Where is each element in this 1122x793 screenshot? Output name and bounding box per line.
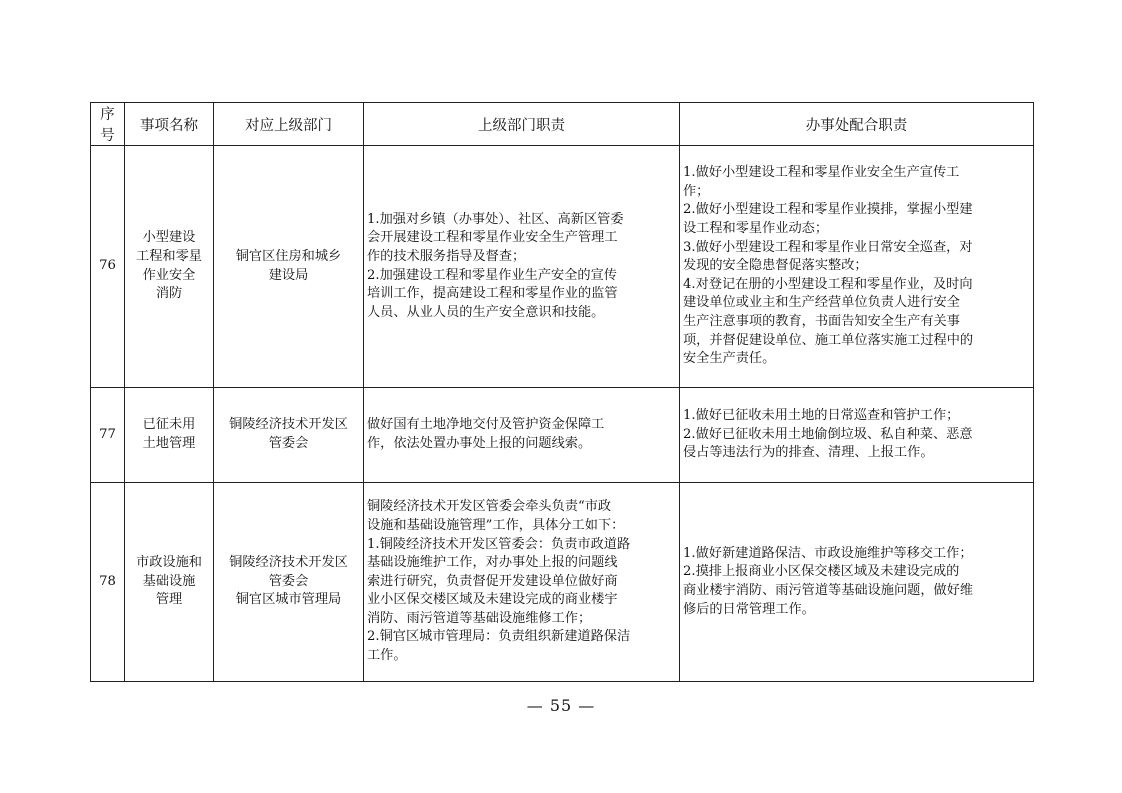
cooperation-line: 2.做好小型建设工程和零星作业摸排，掌握小型建 <box>683 202 973 218</box>
row-superior-duty <box>364 483 680 682</box>
row-department <box>214 483 364 682</box>
cooperation-line: 发现的安全隐患督促落实整改； <box>683 258 868 274</box>
cooperation-line: 2.摸排上报商业小区保交楼区域及未建设完成的 <box>683 564 960 580</box>
item-name-line: 已征未用 <box>142 417 196 433</box>
row-office-cooperation <box>680 388 1034 483</box>
item-name-line: 基础设施 <box>142 573 196 589</box>
page-number: — 55 — <box>526 696 596 715</box>
department-line: 建设局 <box>268 267 309 283</box>
duty-line: 2.加强建设工程和零星作业生产安全的宣传 <box>367 267 617 283</box>
row-department <box>214 388 364 483</box>
cooperation-line: 1.做好已征收未用土地的日常巡查和管护工作； <box>683 408 960 424</box>
department-line: 铜官区住房和城乡 <box>235 248 342 264</box>
cooperation-line: 1.做好小型建设工程和零星作业安全生产宣传工 <box>683 165 960 181</box>
row-superior-duty <box>364 146 680 388</box>
duty-line: 2.铜官区城市管理局：负责组织新建道路保洁 <box>367 629 631 645</box>
department-line: 铜陵经济技术开发区 <box>229 555 348 571</box>
duty-line: 设施和基础设施管理”工作，具体分工如下： <box>367 517 625 533</box>
cooperation-line: 商业楼宇消防、雨污管道等基础设施问题，做好维 <box>683 583 974 598</box>
duty-line: 消防、雨污管道等基础设施维修工作； <box>367 610 592 626</box>
item-name-line: 作业安全 <box>142 267 196 283</box>
duty-line: 1.加强对乡镇（办事处）、社区、高新区管委 <box>367 211 624 227</box>
item-name-line: 土地管理 <box>142 436 196 451</box>
duty-line: 作，依法处置办事处上报的问题线索。 <box>367 436 592 451</box>
cooperation-line: 修后的日常管理工作。 <box>683 601 815 617</box>
duty-line: 索进行研究，负责督促开发建设单位做好商 <box>367 573 618 589</box>
row-office-cooperation <box>680 483 1034 682</box>
cooperation-line: 建设单位或业主和生产经营单位负责人进行安全 <box>683 295 960 311</box>
duty-line: 做好国有土地净地交付及管护资金保障工 <box>367 417 605 433</box>
item-name-line: 小型建设 <box>142 230 196 246</box>
table-row <box>91 146 1034 388</box>
header-item-name: 事项名称 <box>125 103 214 146</box>
duty-line: 会开展建设工程和零星作业安全生产管理工 <box>367 230 618 246</box>
duty-table <box>90 102 1034 682</box>
cooperation-line: 1.做好新建道路保洁、市政设施维护等移交工作； <box>683 545 973 561</box>
duty-line: 基础设施维护工作，对办事处上报的问题线 <box>367 555 618 571</box>
duty-line: 业小区保交楼区域及未建设完成的商业楼宇 <box>367 592 618 608</box>
cooperation-line: 侵占等违法行为的排查、清理、上报工作。 <box>683 445 934 461</box>
department-line: 管委会 <box>268 573 309 589</box>
cooperation-line: 2.做好已征收未用土地偷倒垃圾、私自种菜、恶意 <box>683 426 973 442</box>
duty-line: 工作。 <box>367 648 407 664</box>
table-row <box>91 483 1034 682</box>
row-serial: 78 <box>91 483 125 682</box>
cooperation-line: 作； <box>683 183 710 199</box>
row-serial: 77 <box>91 388 125 483</box>
duty-line: 作的技术服务指导及督查； <box>367 248 526 264</box>
item-name-line: 管理 <box>155 592 183 608</box>
cooperation-line: 安全生产责任。 <box>683 351 776 367</box>
item-name-line: 工程和零星 <box>136 248 202 264</box>
header-superior-duty: 上级部门职责 <box>364 103 680 146</box>
row-item-name <box>125 146 214 388</box>
duty-line: 1.铜陵经济技术开发区管委会：负责市政道路 <box>367 536 631 552</box>
cooperation-line: 3.做好小型建设工程和零星作业日常安全巡查，对 <box>683 239 973 255</box>
row-serial: 76 <box>91 146 125 388</box>
department-line: 管委会 <box>268 436 309 451</box>
department-line: 铜陵经济技术开发区 <box>229 417 348 433</box>
duty-line: 培训工作，提高建设工程和零星作业的监管 <box>367 286 618 302</box>
table-row <box>91 388 1034 483</box>
table-header-row <box>91 103 1034 146</box>
item-name-line: 消防 <box>155 286 183 302</box>
duty-line: 人员、从业人员的生产安全意识和技能。 <box>367 304 605 320</box>
header-superior-department: 对应上级部门 <box>214 103 364 146</box>
row-item-name <box>125 483 214 682</box>
cooperation-line: 项，并督促建设单位、施工单位落实施工过程中的 <box>683 332 974 348</box>
row-department <box>214 146 364 388</box>
header-serial: 序号 <box>91 103 125 146</box>
cooperation-line: 设工程和零星作业动态； <box>683 221 829 237</box>
row-superior-duty <box>364 388 680 483</box>
department-line: 铜官区城市管理局 <box>235 592 342 608</box>
duty-line: 铜陵经济技术开发区管委会牵头负责“市政 <box>367 499 612 515</box>
item-name-line: 市政设施和 <box>136 555 202 571</box>
header-office-cooperation: 办事处配合职责 <box>680 103 1034 146</box>
row-office-cooperation <box>680 146 1034 388</box>
cooperation-line: 4.对登记在册的小型建设工程和零星作业，及时向 <box>683 276 973 292</box>
cooperation-line: 生产注意事项的教育，书面告知安全生产有关事 <box>683 313 960 329</box>
row-item-name <box>125 388 214 483</box>
